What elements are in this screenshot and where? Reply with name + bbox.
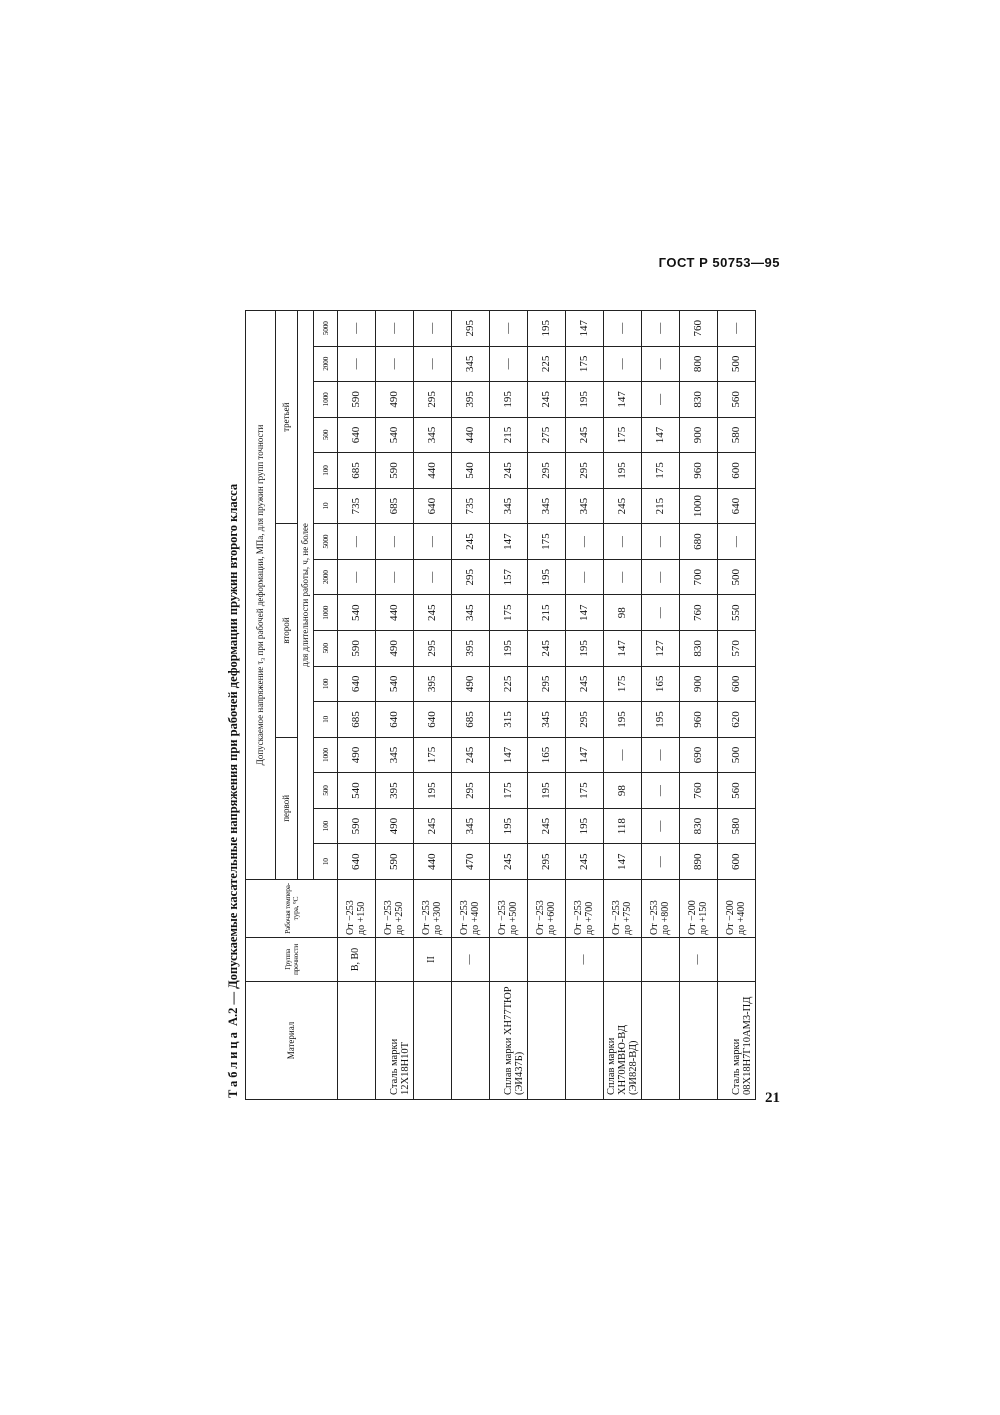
stress-value-cell: 127 bbox=[642, 631, 680, 667]
stress-value-cell: 570 bbox=[718, 631, 756, 667]
stress-value-cell: 540 bbox=[376, 417, 414, 453]
header-hours-cell: 500 bbox=[314, 417, 338, 453]
caption-label: Таблица bbox=[226, 1029, 240, 1098]
stress-value-cell: — bbox=[414, 559, 452, 595]
stress-value-cell: 640 bbox=[414, 488, 452, 524]
stress-value-cell: 490 bbox=[376, 382, 414, 418]
caption-title: — Допускаемые касательные напряжения при рабочей деформации пружин второго класса bbox=[226, 483, 240, 1005]
stress-value-cell: 245 bbox=[528, 808, 566, 844]
header-hours-cell: 500 bbox=[314, 631, 338, 667]
stress-value-cell: 600 bbox=[718, 666, 756, 702]
stress-value-cell: 440 bbox=[376, 595, 414, 631]
stress-value-cell: 490 bbox=[376, 808, 414, 844]
header-group-first: первой bbox=[276, 737, 298, 879]
stress-value-cell: — bbox=[338, 524, 376, 560]
temperature-to: до +150 bbox=[355, 901, 367, 935]
stress-value-cell: 640 bbox=[338, 417, 376, 453]
stress-value-cell: 440 bbox=[414, 844, 452, 880]
material-cell bbox=[566, 982, 604, 1100]
stress-value-cell: — bbox=[566, 559, 604, 595]
stress-value-cell: 580 bbox=[718, 417, 756, 453]
header-hours-cell: 100 bbox=[314, 453, 338, 489]
stress-value-cell: 147 bbox=[566, 311, 604, 347]
stress-value-cell: 245 bbox=[490, 453, 528, 489]
stress-value-cell: 165 bbox=[642, 666, 680, 702]
stress-value-cell: 500 bbox=[718, 346, 756, 382]
stress-value-cell: 175 bbox=[414, 737, 452, 773]
stress-value-cell: 175 bbox=[604, 417, 642, 453]
strength-group-cell bbox=[490, 938, 528, 982]
stress-value-cell: 165 bbox=[528, 737, 566, 773]
strength-group-cell bbox=[718, 938, 756, 982]
stress-value-cell: — bbox=[642, 737, 680, 773]
table-row bbox=[376, 311, 414, 1100]
temperature-to: до +500 bbox=[507, 901, 519, 935]
material-cell: Сталь марки 12Х18Н10Т bbox=[376, 982, 414, 1100]
material-cell bbox=[680, 982, 718, 1100]
temperature-from: От −253 bbox=[459, 900, 470, 935]
stress-value-cell: 157 bbox=[490, 559, 528, 595]
stress-value-cell: 295 bbox=[452, 773, 490, 809]
temperature-to: до +150 bbox=[697, 901, 709, 935]
header-material: Материал bbox=[246, 982, 338, 1100]
header-duration: для длительности работы, ч, не более bbox=[298, 311, 314, 880]
stress-value-cell: 620 bbox=[718, 702, 756, 738]
stress-value-cell: 685 bbox=[452, 702, 490, 738]
stress-value-cell: — bbox=[604, 559, 642, 595]
stress-value-cell: 245 bbox=[490, 844, 528, 880]
stress-value-cell: 540 bbox=[338, 773, 376, 809]
stress-value-cell: 345 bbox=[490, 488, 528, 524]
temperature-cell bbox=[414, 880, 452, 938]
stress-value-cell: 440 bbox=[452, 417, 490, 453]
stress-value-cell: — bbox=[642, 311, 680, 347]
stress-value-cell: 540 bbox=[338, 595, 376, 631]
stress-value-cell: 800 bbox=[680, 346, 718, 382]
strength-group-cell bbox=[376, 938, 414, 982]
stress-value-cell: 315 bbox=[490, 702, 528, 738]
temperature-to: до +600 bbox=[545, 901, 557, 935]
temperature-cell bbox=[642, 880, 680, 938]
stress-value-cell: 685 bbox=[338, 453, 376, 489]
stress-value-cell: 760 bbox=[680, 311, 718, 347]
stress-value-cell: 215 bbox=[642, 488, 680, 524]
stress-value-cell: 735 bbox=[452, 488, 490, 524]
stress-value-cell: 295 bbox=[528, 666, 566, 702]
header-hours-cell: 10 bbox=[314, 488, 338, 524]
stress-value-cell: — bbox=[414, 524, 452, 560]
table-row bbox=[528, 311, 566, 1100]
temperature-cell bbox=[718, 880, 756, 938]
stress-value-cell: 147 bbox=[566, 737, 604, 773]
table-row bbox=[680, 311, 718, 1100]
header-group-third: третьей bbox=[276, 311, 298, 524]
stress-value-cell: 700 bbox=[680, 559, 718, 595]
stress-value-cell: 1000 bbox=[680, 488, 718, 524]
stress-value-cell: 195 bbox=[528, 311, 566, 347]
table-row bbox=[490, 311, 528, 1100]
strength-group-cell: — bbox=[680, 938, 718, 982]
header-hours-cell: 10 bbox=[314, 702, 338, 738]
stress-value-cell: 295 bbox=[414, 631, 452, 667]
stress-value-cell: — bbox=[642, 773, 680, 809]
stress-value-cell: 147 bbox=[604, 631, 642, 667]
stress-value-cell: — bbox=[338, 311, 376, 347]
stress-value-cell: — bbox=[490, 346, 528, 382]
stress-value-cell: — bbox=[604, 737, 642, 773]
stress-value-cell: 175 bbox=[528, 524, 566, 560]
table-row bbox=[452, 311, 490, 1100]
stress-value-cell: — bbox=[604, 311, 642, 347]
stress-value-cell: — bbox=[566, 524, 604, 560]
temperature-from: От −253 bbox=[573, 900, 584, 935]
material-cell bbox=[452, 982, 490, 1100]
header-hours-cell: 1000 bbox=[314, 595, 338, 631]
stress-value-cell: 470 bbox=[452, 844, 490, 880]
stress-value-cell: 900 bbox=[680, 666, 718, 702]
temperature-cell bbox=[528, 880, 566, 938]
stress-value-cell: 490 bbox=[452, 666, 490, 702]
stress-value-cell: 147 bbox=[490, 524, 528, 560]
temperature-cell bbox=[338, 880, 376, 938]
stress-value-cell: 640 bbox=[338, 844, 376, 880]
table-caption bbox=[226, 310, 241, 1098]
stress-value-cell: 195 bbox=[528, 559, 566, 595]
stress-value-cell: 395 bbox=[452, 631, 490, 667]
stress-value-cell: 500 bbox=[718, 559, 756, 595]
stress-value-cell: — bbox=[376, 346, 414, 382]
stress-value-cell: 295 bbox=[452, 311, 490, 347]
temperature-from: От −253 bbox=[497, 900, 508, 935]
stress-value-cell: — bbox=[604, 524, 642, 560]
stress-value-cell: — bbox=[642, 595, 680, 631]
page-number: 21 bbox=[765, 1090, 780, 1106]
stress-value-cell: 540 bbox=[376, 666, 414, 702]
stress-value-cell: 590 bbox=[376, 453, 414, 489]
header-hours-cell: 5000 bbox=[314, 311, 338, 347]
stress-value-cell: 147 bbox=[604, 382, 642, 418]
table-row bbox=[604, 311, 642, 1100]
stress-value-cell: 960 bbox=[680, 702, 718, 738]
temperature-from: От −253 bbox=[345, 900, 356, 935]
stress-value-cell: 500 bbox=[718, 737, 756, 773]
stress-value-cell: 590 bbox=[376, 844, 414, 880]
temperature-cell bbox=[680, 880, 718, 938]
temperature-cell bbox=[604, 880, 642, 938]
stress-value-cell: — bbox=[642, 844, 680, 880]
stress-value-cell: 245 bbox=[566, 417, 604, 453]
header-hours-cell: 1000 bbox=[314, 737, 338, 773]
stress-value-cell: 175 bbox=[490, 773, 528, 809]
stress-value-cell: 345 bbox=[452, 808, 490, 844]
temperature-from: От −200 bbox=[725, 900, 737, 935]
stress-value-cell: 98 bbox=[604, 773, 642, 809]
table-row bbox=[566, 311, 604, 1100]
stress-value-cell: 245 bbox=[414, 595, 452, 631]
stress-value-cell: 640 bbox=[338, 666, 376, 702]
stress-value-cell: 735 bbox=[338, 488, 376, 524]
stress-value-cell: 760 bbox=[680, 595, 718, 631]
stress-value-cell: 245 bbox=[566, 666, 604, 702]
stress-value-cell: 685 bbox=[376, 488, 414, 524]
stress-value-cell: — bbox=[490, 311, 528, 347]
stress-value-cell: 225 bbox=[528, 346, 566, 382]
stress-value-cell: 345 bbox=[414, 417, 452, 453]
strength-group-cell: В, В0 bbox=[338, 938, 376, 982]
temperature-from: От −253 bbox=[611, 900, 623, 935]
stress-value-cell: 345 bbox=[376, 737, 414, 773]
stress-value-cell: 295 bbox=[566, 453, 604, 489]
temperature-cell bbox=[376, 880, 414, 938]
temperature-from: От −200 bbox=[687, 900, 699, 935]
header-hours-cell: 100 bbox=[314, 666, 338, 702]
header-allowable-stress: Допускаемое напряжение τ₃ при рабочей деформации, МПа, для пружин групп точности bbox=[246, 311, 276, 880]
stress-value-cell: 345 bbox=[452, 595, 490, 631]
stress-value-cell: 295 bbox=[528, 844, 566, 880]
stress-value-cell: 345 bbox=[566, 488, 604, 524]
stress-value-cell: 600 bbox=[718, 453, 756, 489]
stress-value-cell: 640 bbox=[376, 702, 414, 738]
stress-value-cell: 195 bbox=[528, 773, 566, 809]
temperature-to: до +250 bbox=[393, 901, 405, 935]
header-hours-cell: 2000 bbox=[314, 559, 338, 595]
stress-value-cell: 195 bbox=[490, 808, 528, 844]
stress-value-cell: 395 bbox=[452, 382, 490, 418]
stress-value-cell: 147 bbox=[566, 595, 604, 631]
stress-value-cell: 147 bbox=[642, 417, 680, 453]
header-strength-group: Группа прочности bbox=[246, 938, 338, 982]
stress-value-cell: — bbox=[642, 346, 680, 382]
stress-value-cell: 890 bbox=[680, 844, 718, 880]
stress-value-cell: 245 bbox=[414, 808, 452, 844]
table-row bbox=[338, 311, 376, 1100]
stress-value-cell: 685 bbox=[338, 702, 376, 738]
stress-value-cell: 118 bbox=[604, 808, 642, 844]
stress-value-cell: 175 bbox=[604, 666, 642, 702]
material-cell bbox=[338, 982, 376, 1100]
stress-value-cell: — bbox=[718, 311, 756, 347]
stress-value-cell: 245 bbox=[452, 524, 490, 560]
temperature-from: От −253 bbox=[649, 900, 661, 935]
temperature-from: От −253 bbox=[383, 900, 394, 935]
stress-value-cell: 245 bbox=[452, 737, 490, 773]
stress-value-cell: 195 bbox=[566, 808, 604, 844]
rotated-table-block bbox=[226, 310, 786, 1100]
header-hours-cell: 10 bbox=[314, 844, 338, 880]
material-cell: Сплав марки ХН77ТЮР (ЭИ437Б) bbox=[490, 982, 528, 1100]
stress-value-cell: 175 bbox=[566, 346, 604, 382]
stress-value-cell: 830 bbox=[680, 631, 718, 667]
stress-value-cell: 195 bbox=[490, 631, 528, 667]
material-cell: Сплав марки ХН70МВЮ-ВД (ЭИ828-ВД) bbox=[604, 982, 642, 1100]
stress-value-cell: — bbox=[604, 346, 642, 382]
stress-value-cell: 195 bbox=[414, 773, 452, 809]
stress-value-cell: — bbox=[642, 559, 680, 595]
stress-value-cell: 345 bbox=[452, 346, 490, 382]
stress-value-cell: 295 bbox=[528, 453, 566, 489]
stress-value-cell: 760 bbox=[680, 773, 718, 809]
stress-value-cell: 395 bbox=[376, 773, 414, 809]
table-row bbox=[414, 311, 452, 1100]
stress-table bbox=[245, 310, 756, 1100]
stress-value-cell: 245 bbox=[566, 844, 604, 880]
strength-group-cell bbox=[528, 938, 566, 982]
header-group-second: второй bbox=[276, 524, 298, 737]
stress-value-cell: 900 bbox=[680, 417, 718, 453]
temperature-cell bbox=[452, 880, 490, 938]
stress-value-cell: 195 bbox=[642, 702, 680, 738]
stress-value-cell: 147 bbox=[490, 737, 528, 773]
stress-value-cell: 680 bbox=[680, 524, 718, 560]
header-hours-cell: 2000 bbox=[314, 346, 338, 382]
stress-value-cell: 560 bbox=[718, 382, 756, 418]
stress-value-cell: 590 bbox=[338, 382, 376, 418]
temperature-to: до +700 bbox=[583, 901, 595, 935]
strength-group-cell: — bbox=[566, 938, 604, 982]
stress-value-cell: 195 bbox=[566, 382, 604, 418]
header-temperature: Рабочая темпера-тура, °С bbox=[246, 880, 338, 938]
stress-value-cell: — bbox=[376, 559, 414, 595]
stress-value-cell: 490 bbox=[376, 631, 414, 667]
stress-value-cell: 295 bbox=[414, 382, 452, 418]
stress-value-cell: 195 bbox=[604, 453, 642, 489]
stress-value-cell: 295 bbox=[452, 559, 490, 595]
strength-group-cell bbox=[642, 938, 680, 982]
stress-value-cell: — bbox=[376, 311, 414, 347]
stress-value-cell: 175 bbox=[566, 773, 604, 809]
strength-group-cell: II bbox=[414, 938, 452, 982]
temperature-cell bbox=[566, 880, 604, 938]
stress-value-cell: 640 bbox=[718, 488, 756, 524]
header-hours-cell: 1000 bbox=[314, 382, 338, 418]
stress-value-cell: 245 bbox=[528, 382, 566, 418]
stress-value-cell: 175 bbox=[490, 595, 528, 631]
caption-number: А.2 bbox=[226, 1007, 240, 1026]
stress-value-cell: 960 bbox=[680, 453, 718, 489]
stress-value-cell: — bbox=[718, 524, 756, 560]
stress-value-cell: 580 bbox=[718, 808, 756, 844]
stress-value-cell: — bbox=[642, 524, 680, 560]
material-cell bbox=[414, 982, 452, 1100]
material-cell: Сталь марки 08Х18Н7Г10АМ3-ПД bbox=[718, 982, 756, 1100]
stress-value-cell: 245 bbox=[528, 631, 566, 667]
strength-group-cell bbox=[604, 938, 642, 982]
stress-value-cell: 540 bbox=[452, 453, 490, 489]
stress-value-cell: 490 bbox=[338, 737, 376, 773]
table-row bbox=[642, 311, 680, 1100]
stress-value-cell: 690 bbox=[680, 737, 718, 773]
stress-value-cell: 345 bbox=[528, 702, 566, 738]
temperature-to: до +400 bbox=[469, 901, 481, 935]
temperature-to: до +400 bbox=[735, 901, 747, 935]
temperature-from: От −253 bbox=[535, 900, 546, 935]
header-hours-cell: 100 bbox=[314, 808, 338, 844]
temperature-from: От −253 bbox=[421, 900, 432, 935]
stress-value-cell: 295 bbox=[566, 702, 604, 738]
stress-value-cell: — bbox=[338, 559, 376, 595]
stress-value-cell: 215 bbox=[490, 417, 528, 453]
stress-value-cell: 395 bbox=[414, 666, 452, 702]
temperature-to: до +800 bbox=[659, 901, 671, 935]
stress-value-cell: 830 bbox=[680, 382, 718, 418]
stress-value-cell: — bbox=[414, 311, 452, 347]
temperature-to: до +750 bbox=[621, 901, 633, 935]
stress-value-cell: — bbox=[414, 346, 452, 382]
temperature-to: до +300 bbox=[431, 901, 443, 935]
stress-value-cell: 600 bbox=[718, 844, 756, 880]
strength-group-cell: — bbox=[452, 938, 490, 982]
stress-value-cell: 345 bbox=[528, 488, 566, 524]
stress-value-cell: — bbox=[376, 524, 414, 560]
stress-value-cell: 550 bbox=[718, 595, 756, 631]
stress-value-cell: 195 bbox=[490, 382, 528, 418]
temperature-cell bbox=[490, 880, 528, 938]
standard-header: ГОСТ Р 50753—95 bbox=[658, 255, 780, 270]
stress-value-cell: 830 bbox=[680, 808, 718, 844]
stress-value-cell: 98 bbox=[604, 595, 642, 631]
header-hours-cell: 5000 bbox=[314, 524, 338, 560]
material-cell bbox=[642, 982, 680, 1100]
stress-value-cell: 195 bbox=[566, 631, 604, 667]
stress-value-cell: 215 bbox=[528, 595, 566, 631]
stress-value-cell: 590 bbox=[338, 808, 376, 844]
header-hours-cell: 500 bbox=[314, 773, 338, 809]
stress-value-cell: 590 bbox=[338, 631, 376, 667]
stress-value-cell: — bbox=[642, 382, 680, 418]
stress-value-cell: 640 bbox=[414, 702, 452, 738]
stress-value-cell: — bbox=[642, 808, 680, 844]
material-cell bbox=[528, 982, 566, 1100]
stress-value-cell: — bbox=[338, 346, 376, 382]
stress-value-cell: 147 bbox=[604, 844, 642, 880]
stress-value-cell: 245 bbox=[604, 488, 642, 524]
stress-value-cell: 440 bbox=[414, 453, 452, 489]
stress-value-cell: 275 bbox=[528, 417, 566, 453]
stress-value-cell: 560 bbox=[718, 773, 756, 809]
stress-value-cell: 225 bbox=[490, 666, 528, 702]
stress-value-cell: 175 bbox=[642, 453, 680, 489]
table-row bbox=[718, 311, 756, 1100]
stress-value-cell: 195 bbox=[604, 702, 642, 738]
